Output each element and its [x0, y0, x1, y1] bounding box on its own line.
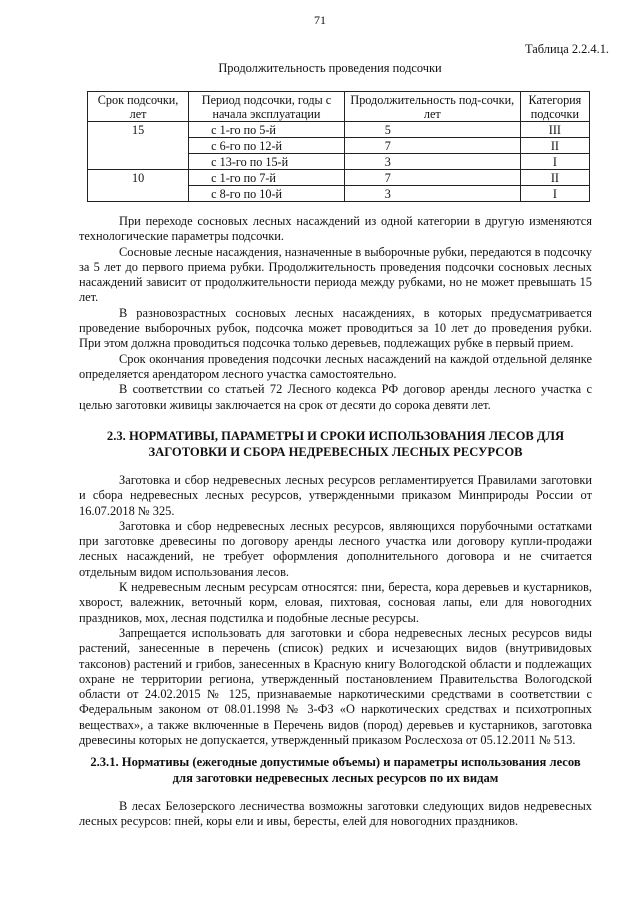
header-term: Срок подсочки, лет — [88, 92, 189, 122]
paragraph: При переходе сосновых лесных насаждений из одной категории в другую изменяются технологические параметры подсочки. — [79, 214, 592, 244]
table-row — [88, 154, 590, 170]
cell-duration: 3 — [344, 186, 520, 202]
paragraph: В лесах Белозерского лесничества возможны заготовки следующих видов недревесных лесных ресурсов: пней, коры ели и ивы, бересты, елей для новогодних праздников. — [79, 799, 592, 829]
cell-period: с 1-го по 7-й — [189, 170, 345, 186]
cell-term: 15 — [88, 122, 189, 138]
tapping-paragraphs — [79, 214, 592, 413]
table-header-row — [88, 92, 590, 122]
paragraph: Заготовка и сбор недревесных лесных ресурсов регламентируется Правилами заготовки и сбора недревесных лесных ресурсов, утвержденными приказом Минприроды России от 16.07.2018 № 325. — [79, 473, 592, 518]
cell-duration: 7 — [344, 170, 520, 186]
table-title: Продолжительность проведения подсочки — [218, 61, 442, 75]
cell-period: с 8-го по 10-й — [189, 186, 345, 202]
paragraph: К недревесным лесным ресурсам относятся: пни, береста, кора деревьев и кустарников, хворост, валежник, веточный корм, еловая, пихтовая, сосновая лапы, ели для новогодних праздников, мох, лесная подстилка и подобные лесные ресурсы. — [79, 580, 592, 625]
cell-category: I — [520, 154, 589, 170]
table-row — [88, 186, 590, 202]
section-2-3-1-paragraphs — [79, 799, 592, 830]
table-row — [88, 122, 590, 138]
cell-duration: 3 — [344, 154, 520, 170]
heading-line: для заготовки недревесных лесных ресурсов по их видам — [172, 771, 499, 785]
cell-period: с 6-го по 12-й — [189, 138, 345, 154]
table-row — [88, 138, 590, 154]
cell-term: 10 — [88, 170, 189, 186]
cell-category: II — [520, 138, 589, 154]
header-category: Категория подсочки — [520, 92, 589, 122]
heading-line: 2.3.1. Нормативы (ежегодные допустимые объемы) и параметры использования лесов — [90, 755, 581, 769]
section-heading-2-3: 2.3. НОРМАТИВЫ, ПАРАМЕТРЫ И СРОКИ ИСПОЛЬЗОВАНИЯ ЛЕСОВ ДЛЯ ЗАГОТОВКИ И СБОРА НЕДРЕВЕСНЫХ ЛЕСНЫХ РЕСУРСОВ — [106, 429, 565, 459]
cell-term-empty — [88, 138, 189, 154]
cell-term-empty — [88, 154, 189, 170]
paragraph: Запрещается использовать для заготовки и сбора недревесных лесных ресурсов виды растений, занесенные в перечень (список) редких и исчезающих видов (внутривидовых таксонов) растений и грибов, занесенных в Красную книгу Вологодской области и подлежащих охране не территории региона, утвержденный постановлением Правительства Вологодской области от 24.02.2015 № 125, признаваемые наркотическими средствами в соответствии с Федеральным законом от 08.01.1998 № 3-ФЗ «О наркотических средствах и психотропных веществах», а также включенные в Перечень видов (пород) деревьев и кустарников, заготовка древесины которых не допускается, утвержденный приказом Рослесхоза от 05.12.2011 № 513. — [79, 625, 592, 748]
cell-category: II — [520, 170, 589, 186]
cell-category: III — [520, 122, 589, 138]
cell-period: с 13-го по 15-й — [189, 154, 345, 170]
table-label: Таблица 2.2.4.1. — [525, 42, 609, 56]
cell-duration: 5 — [344, 122, 520, 138]
header-period: Период подсочки, годы с начала эксплуатации — [189, 92, 345, 122]
paragraph: Заготовка и сбор недревесных лесных ресурсов, являющихся порубочными остатками при заготовке древесины по договору аренды лесного участка или договору купли-продажи лесных насаждений, не требует оформления дополнительного договора и не считается отдельным видом использования лесов. — [79, 518, 592, 579]
section-heading-2-3-1 — [79, 754, 592, 786]
cell-term-empty — [88, 186, 189, 202]
table-row — [88, 170, 590, 186]
section-2-3-paragraphs — [79, 473, 592, 748]
header-duration: Продолжительность под-сочки, лет — [344, 92, 520, 122]
tapping-duration-table — [87, 91, 590, 202]
paragraph: В соответствии со статьей 72 Лесного кодекса РФ договор аренды лесного участка с целью заготовки живицы заключается на срок от десяти до сорока девяти лет. — [79, 382, 592, 412]
page-number: 71 — [314, 13, 326, 27]
cell-period: с 1-го по 5-й — [189, 122, 345, 138]
paragraph: Срок окончания проведения подсочки лесных насаждений на каждой отдельной делянке определяется арендатором лесного участка самостоятельно. — [79, 351, 592, 381]
paragraph: Сосновые лесные насаждения, назначенные в выборочные рубки, передаются в подсочку за 5 лет до первого приема рубки. Продолжительность проведения подсочки сосновых лесных насаждений зависит от продолжительности периода между рубками, но не может превышать 15 лет. — [79, 244, 592, 305]
cell-duration: 7 — [344, 138, 520, 154]
cell-category: I — [520, 186, 589, 202]
paragraph: В разновозрастных сосновых лесных насаждениях, в которых предусматривается проведение выборочных рубок, подсочка может проводиться за 10 лет до проведения рубки. При этом должна проводиться подсочка только деревьев, подлежащих рубке в первый прием. — [79, 305, 592, 351]
